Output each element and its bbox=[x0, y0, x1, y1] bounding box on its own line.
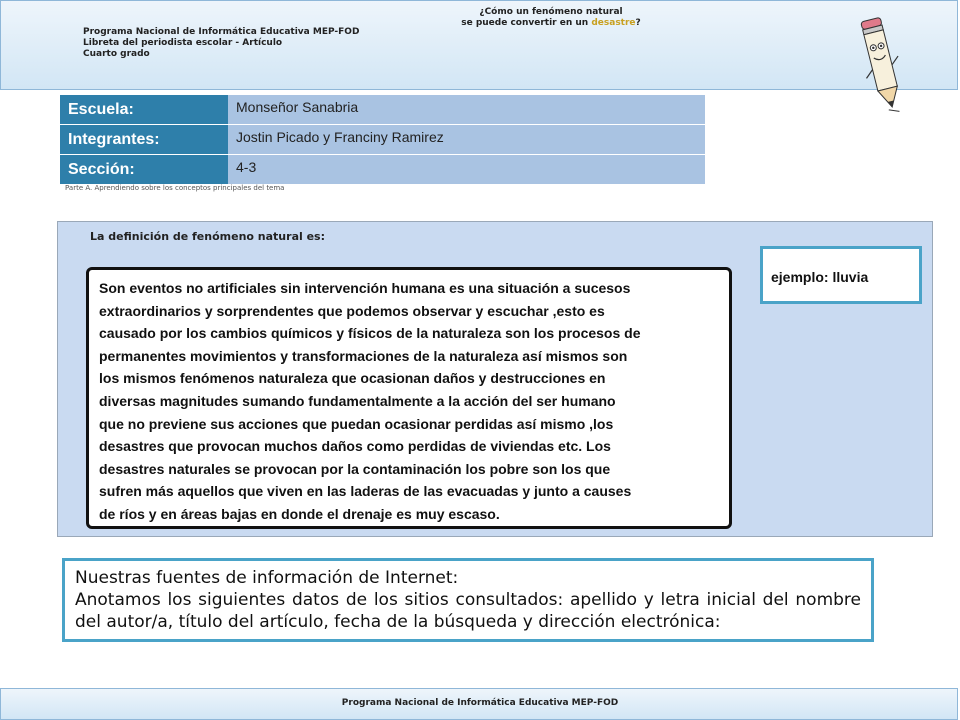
definition-text-box bbox=[86, 267, 732, 529]
header-program-name: Programa Nacional de Informática Educativa MEP-FOD bbox=[83, 27, 360, 37]
header-grade: Cuarto grado bbox=[83, 49, 150, 59]
section-value: 4-3 bbox=[228, 155, 705, 184]
definition-line: desastres naturales se provocan por la contaminación los pobre son los que bbox=[99, 460, 611, 477]
part-a-caption: Parte A. Aprendiendo sobre los conceptos principales del tema bbox=[65, 184, 285, 192]
definition-line: causado por los cambios químicos y físicos de la naturaleza son los procesos de bbox=[99, 325, 641, 342]
sources-box bbox=[62, 558, 874, 642]
section-label: Sección: bbox=[60, 155, 228, 184]
school-label: Escuela: bbox=[60, 95, 228, 124]
school-value: Monseñor Sanabria bbox=[228, 95, 705, 124]
definition-line: que no previene sus acciones que puedan ocasionar perdidas así mismo ,los bbox=[99, 415, 614, 432]
sources-instructions: Anotamos los siguientes datos de los sitios consultados: apellido y letra inicial del nombre del autor/a, título del artículo, fecha de la búsqueda y dirección electrónica: bbox=[75, 590, 861, 632]
topic-question-mark: ? bbox=[635, 18, 641, 28]
header-band bbox=[0, 0, 958, 90]
example-box: ejemplo: lluvia bbox=[760, 246, 922, 304]
definition-title: La definición de fenómeno natural es: bbox=[90, 230, 325, 243]
definition-line: desastres que provocan muchos daños como perdidas de viviendas etc. Los bbox=[99, 438, 611, 455]
header-notebook-name: Libreta del periodista escolar - Artículo bbox=[83, 38, 283, 48]
definition-line: los mismos fenómenos naturaleza que ocasionan daños y destrucciones en bbox=[99, 370, 606, 387]
section-row bbox=[60, 155, 705, 184]
members-value: Jostin Picado y Franciny Ramirez bbox=[228, 125, 705, 154]
members-label: Integrantes: bbox=[60, 125, 228, 154]
pencil-mascot-icon bbox=[858, 12, 908, 120]
header-topic-line2 bbox=[431, 18, 671, 29]
definition-line: permanentes movimientos y transformaciones de la naturaleza así mismos son bbox=[99, 347, 628, 364]
student-info-table bbox=[60, 95, 705, 185]
definition-line: diversas magnitudes sumando fundamentalmente a la acción del ser humano bbox=[99, 392, 616, 409]
topic-highlight: desastre bbox=[591, 18, 636, 28]
footer-program-name: Programa Nacional de Informática Educativa MEP-FOD bbox=[341, 698, 619, 708]
header-topic-line1: ¿Cómo un fenómeno natural bbox=[479, 7, 623, 17]
header-program-info bbox=[83, 27, 359, 60]
footer-band bbox=[0, 688, 958, 720]
definition-line: extraordinarios y sorprendentes que podemos observar y escuchar ,esto es bbox=[99, 302, 605, 319]
definition-line: Son eventos no artificiales sin intervención humana es una situación a sucesos bbox=[99, 280, 631, 296]
topic-text: se puede convertir en un bbox=[461, 18, 592, 28]
definition-line: sufren más aquellos que viven en las laderas de las evacuadas y junto a causes bbox=[99, 483, 632, 500]
members-row bbox=[60, 125, 705, 154]
sources-title: Nuestras fuentes de información de Internet: bbox=[75, 568, 459, 588]
header-topic-title bbox=[431, 7, 671, 29]
school-row bbox=[60, 95, 705, 124]
definition-line: de ríos y en áreas bajas en donde el drenaje es muy escaso. bbox=[99, 505, 500, 522]
